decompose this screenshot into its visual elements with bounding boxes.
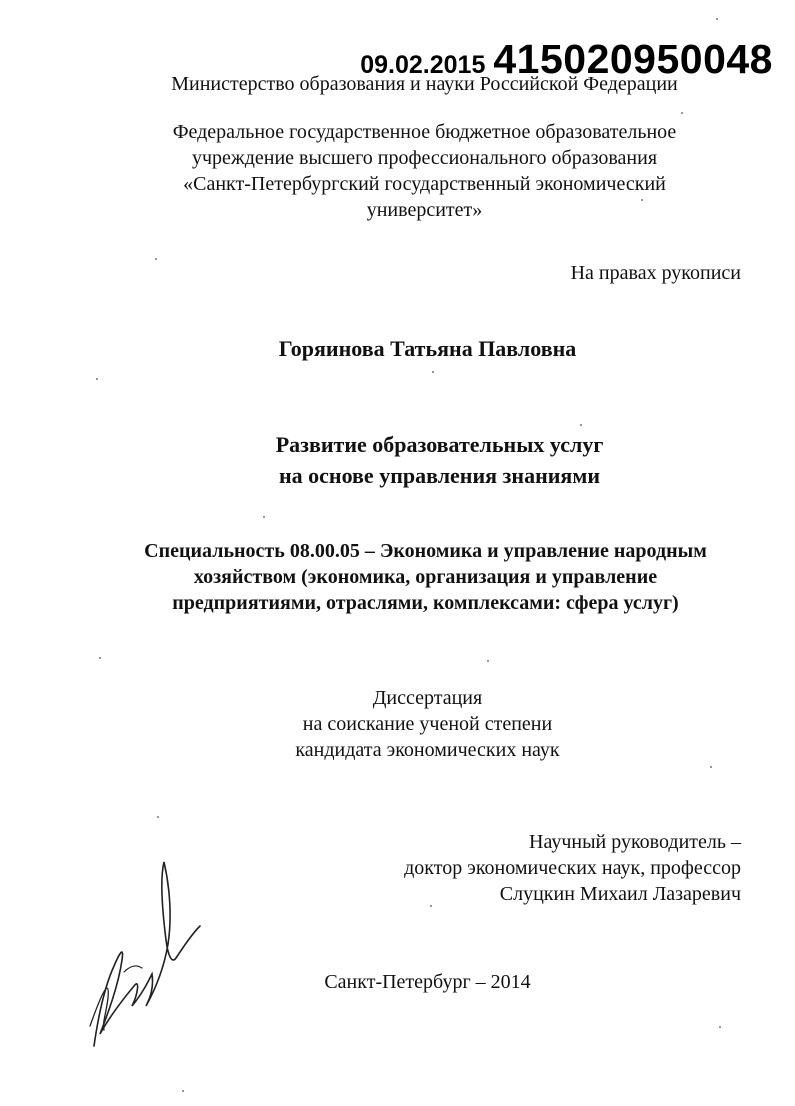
scan-speck xyxy=(710,766,712,768)
title-line-1: Развитие образовательных услуг xyxy=(275,432,604,457)
scan-speck xyxy=(716,18,718,20)
author-name: Горяинова Татьяна Павловна xyxy=(278,336,577,361)
degree-block xyxy=(30,685,795,763)
scan-speck xyxy=(430,905,432,907)
scan-speck xyxy=(487,660,489,662)
institution-block xyxy=(27,119,795,223)
supervisor-line-2: доктор экономических наук, профессор xyxy=(404,857,741,879)
stamp-code: 415020950048 xyxy=(493,36,773,82)
scan-speck xyxy=(182,1090,184,1092)
specialty-block xyxy=(28,538,795,616)
scan-speck xyxy=(580,424,582,426)
scan-speck xyxy=(155,258,157,260)
institution-line-4: университет» xyxy=(366,199,483,221)
degree-line-3: кандидата экономических наук xyxy=(295,739,560,761)
scan-speck xyxy=(96,378,98,380)
title-line-2: на основе управления знаниями xyxy=(278,463,600,488)
specialty-line-2: хозяйством (экономика, организация и управление xyxy=(193,566,658,588)
degree-line-1: Диссертация xyxy=(372,687,483,709)
specialty-line-3: предприятиями, отраслями, комплексами: сфера услуг) xyxy=(172,592,679,614)
supervisor-block xyxy=(404,829,741,907)
city-year: Санкт-Петербург – 2014 xyxy=(324,971,531,993)
scan-speck xyxy=(641,199,643,201)
scan-speck xyxy=(157,816,159,818)
ministry-line: Министерство образования и науки Российской Федерации xyxy=(171,73,678,95)
scan-speck xyxy=(681,112,683,114)
specialty-line-1: Специальность 08.00.05 – Экономика и управление народным xyxy=(144,540,707,562)
supervisor-line-3: Слуцкин Михаил Лазаревич xyxy=(499,883,741,905)
manuscript-note: На правах рукописи xyxy=(570,262,741,284)
institution-line-2: учреждение высшего профессионального образования xyxy=(191,147,658,169)
scan-speck xyxy=(719,1026,721,1028)
supervisor-line-1: Научный руководитель – xyxy=(529,831,741,853)
scan-speck xyxy=(99,657,101,659)
degree-line-2: на соискание ученой степени xyxy=(302,713,553,735)
dissertation-title xyxy=(42,429,795,491)
scan-speck xyxy=(432,371,434,373)
institution-line-1: Федеральное государственное бюджетное образовательное xyxy=(172,121,677,143)
institution-line-3: «Санкт-Петербургский государственный экономический xyxy=(183,173,666,195)
scan-speck xyxy=(263,516,265,518)
ministry-heading xyxy=(27,71,795,97)
stamp-date: 09.02.2015 xyxy=(360,51,486,79)
handwritten-signature xyxy=(80,848,210,1058)
